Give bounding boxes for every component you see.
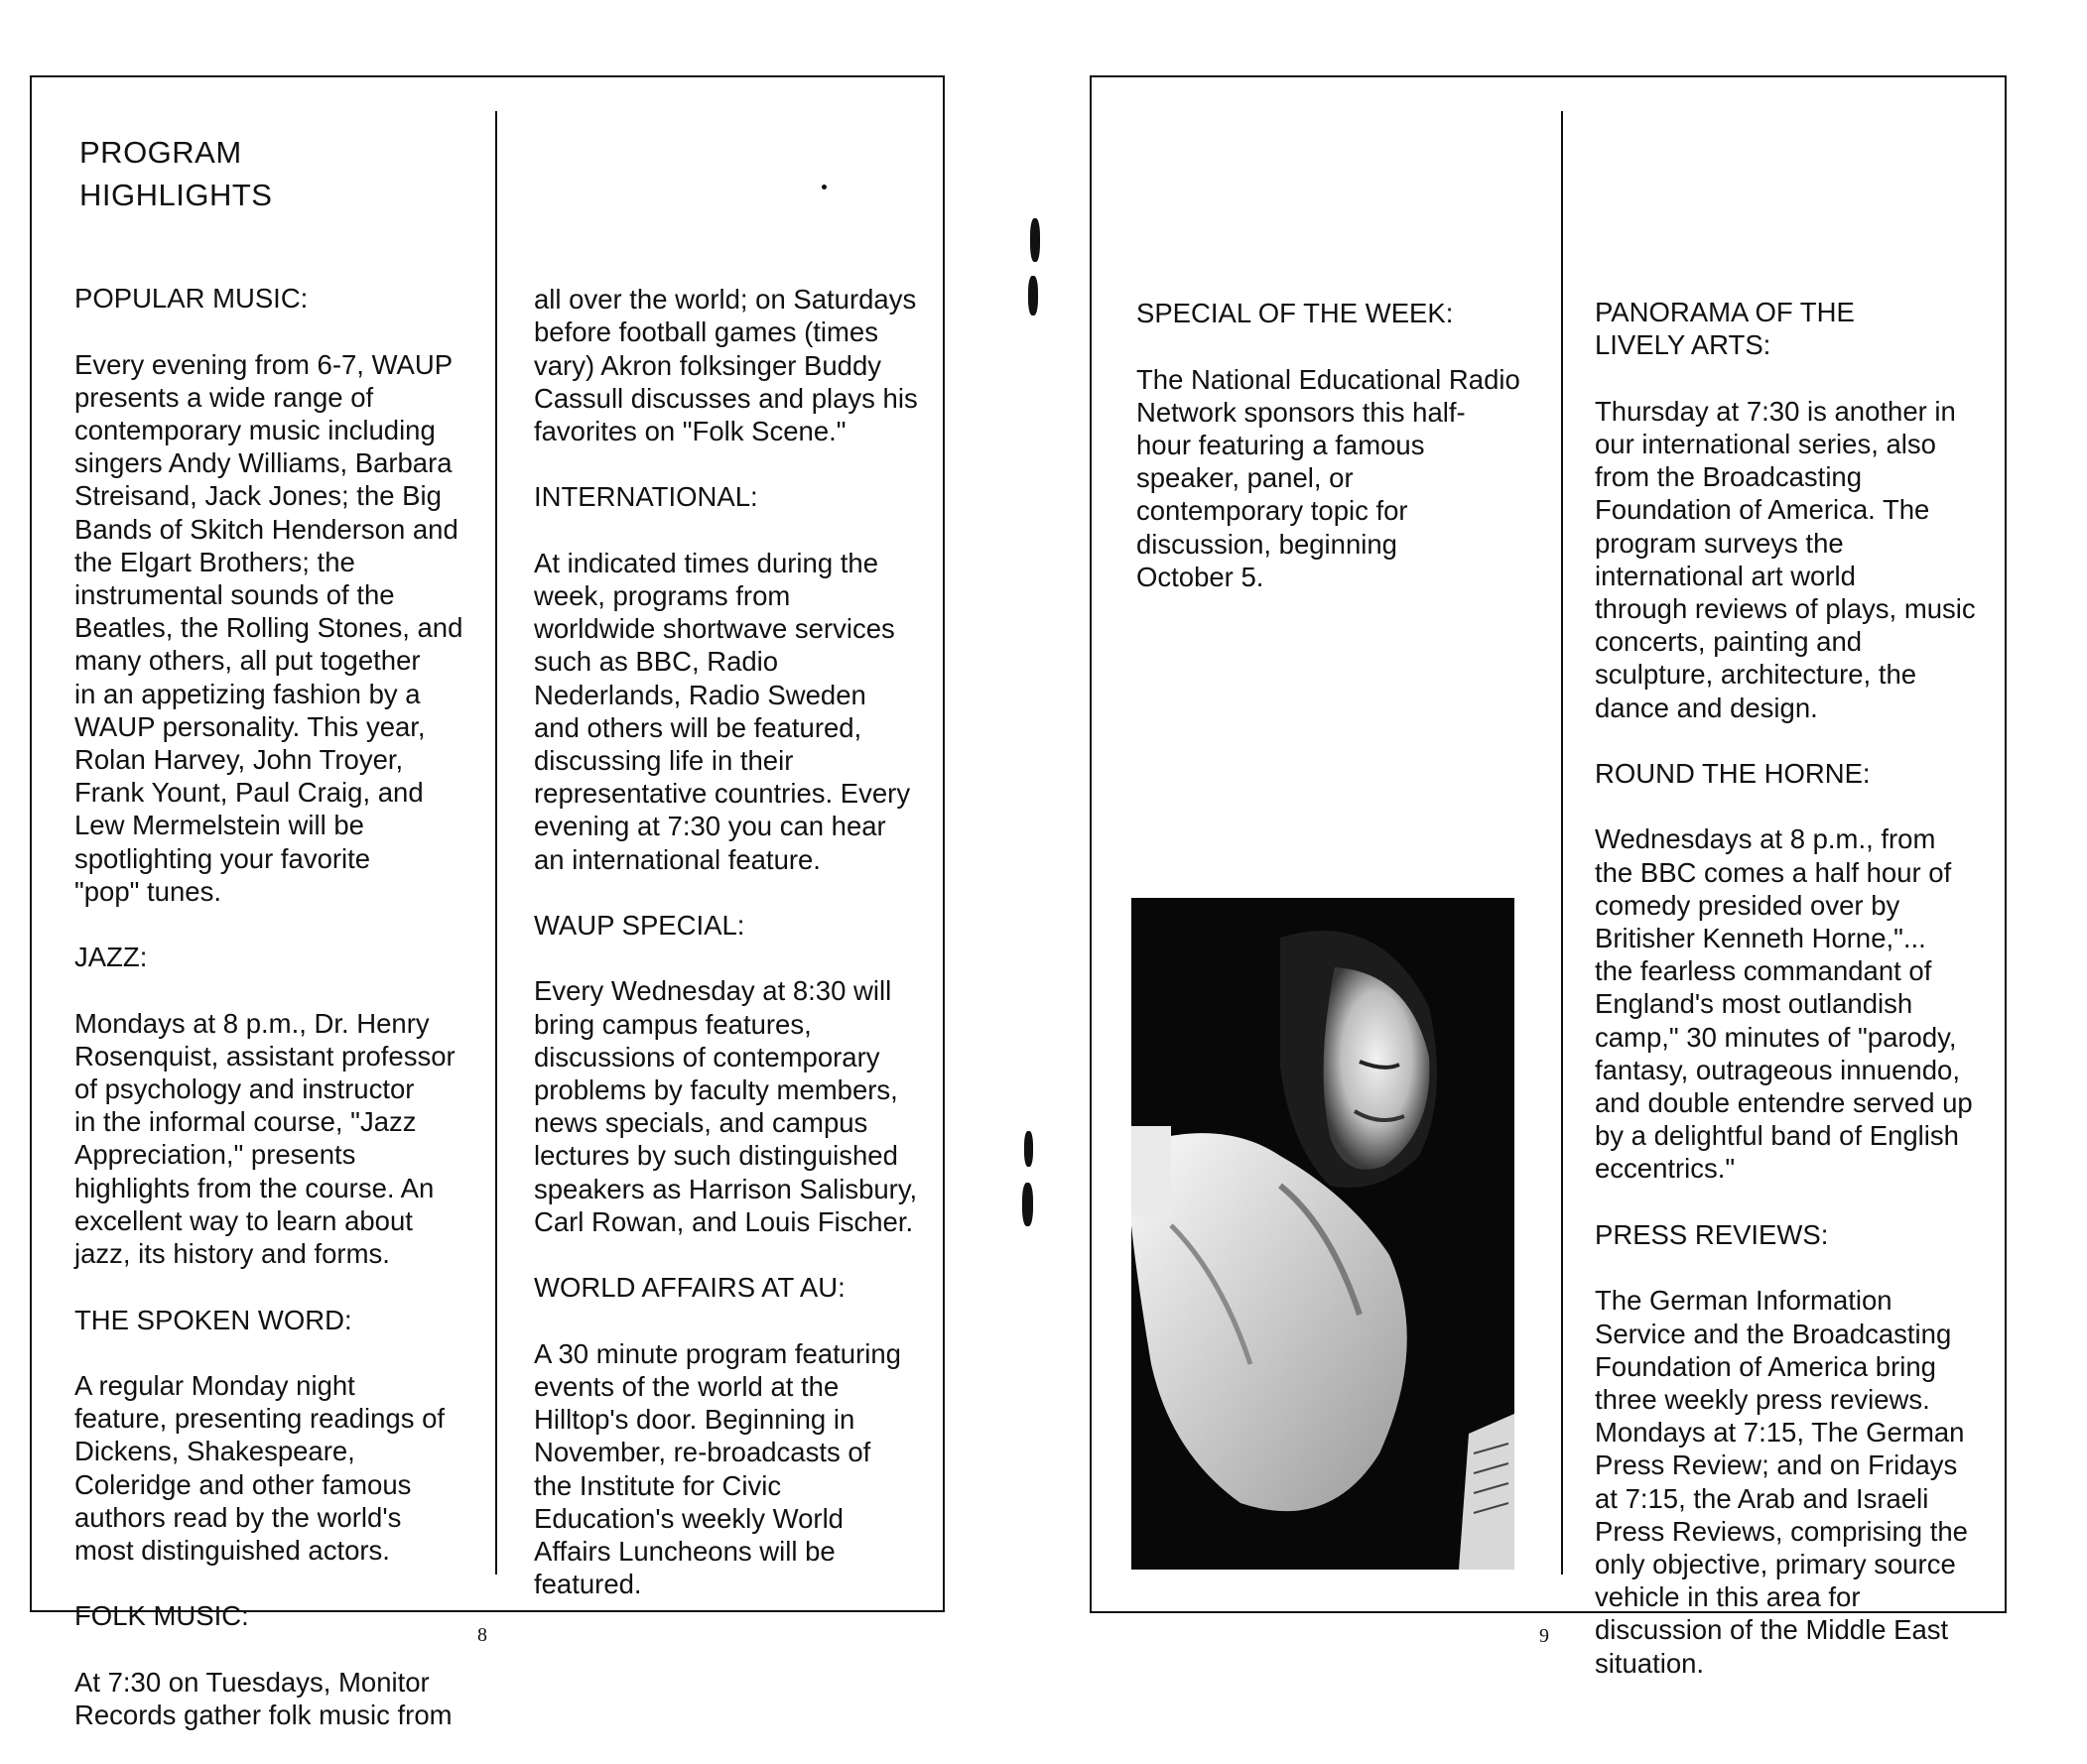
section-heading: ROUND THE HORNE: [1595, 758, 1871, 790]
right-page-column-1 [1136, 264, 1548, 626]
section-body: Mondays at 8 p.m., Dr. Henry Rosenquist, assistant professor of psychology and instructor in the informal course, "Jazz Appreciation," presents highlights from the course. An excellent way to learn about jazz, its history and forms. [74, 1007, 456, 1270]
section-body: The German Information Service and the Broadcasting Foundation of America bring three weekly press reviews. Mondays at 7:15, The German Press Review; and on Fridays at 7:15, the Arab and Israeli Press Reviews, comprising the only objective, primary source vehicle in this area for discussion of the Middle East situation. [1595, 1285, 1968, 1679]
right-page-column-2 [1595, 263, 2002, 1712]
right-page-column-divider [1561, 111, 1563, 1575]
section-heading: JAZZ: [74, 942, 148, 973]
page-number: 9 [1539, 1625, 1549, 1647]
section-body: A regular Monday night feature, presenting readings of Dickens, Shakespeare, Coleridge and other famous authors read by the world's most distinguished actors. [74, 1369, 446, 1566]
binding-mark [1022, 1183, 1033, 1226]
section-body: Thursday at 7:30 is another in our international series, also from the Broadcasting Foundation of America. The program surveys the international art world through reviews of plays, music concerts, painting and sculpture, architecture, the dance and design. [1595, 395, 1976, 723]
left-page-column-2 [534, 250, 941, 1634]
section-body: At indicated times during the week, programs from worldwide shortwave services such as BBC, Radio Nederlands, Radio Sweden and others will be featured, discussing life in their representative countries. Every evening at 7:30 you can hear an international feature. [534, 547, 911, 875]
section-heading: WORLD AFFAIRS AT AU: [534, 1272, 846, 1304]
portrait-photo-image [1131, 898, 1514, 1570]
section-heading: FOLK MUSIC: [74, 1600, 249, 1632]
section-body: The National Educational Radio Network sponsors this half- hour featuring a famous speaker, panel, or contemporary topic for discussion, beginning October 5. [1136, 363, 1520, 592]
page-number: 8 [477, 1624, 487, 1646]
section-body: Wednesdays at 8 p.m., from the BBC comes a half hour of comedy presided over by Britisher Kenneth Horne,"... the fearless commandant of England's most outlandish camp," 30 minutes of "parody, fantasy, outrageous innuendo, and double entendre served up by a delightful band of English eccentrics." [1595, 823, 1973, 1185]
section-body: all over the world; on Saturdays before football games (times vary) Akron folksinger Buddy Cassull discusses and plays his favorites on "Folk Scene." [534, 284, 918, 447]
section-heading: THE SPOKEN WORD: [74, 1304, 352, 1335]
binding-mark [1030, 218, 1040, 262]
left-page-column-divider [495, 111, 497, 1575]
section-heading: POPULAR MUSIC: [74, 283, 309, 315]
section-body: A 30 minute program featuring events of the world at the Hilltop's door. Beginning in November, re-broadcasts of the Institute for Civic Education's weekly World Affairs Luncheons will be featured. [534, 1337, 901, 1600]
section-heading: PANORAMA OF THE LIVELY ARTS: [1595, 297, 1855, 361]
section-body: Every evening from 6-7, WAUP presents a wide range of contemporary music including singers Andy Williams, Barbara Streisand, Jack Jones; the Big Bands of Skitch Henderson and the Elgart Brothers; the instrumental sounds of the Beatles, the Rolling Stones, and many others, all put together in an appetizing fashion by a WAUP personality. This year, Rolan Harvey, John Troyer, Frank Yount, Paul Craig, and Lew Mermelstein will be spotlighting your favorite "pop" tunes. [74, 348, 463, 907]
left-page-column-1 [74, 249, 481, 1764]
section-body: At 7:30 on Tuesdays, Monitor Records gather folk music from [74, 1666, 453, 1730]
portrait-photo [1131, 898, 1514, 1570]
binding-mark [1028, 276, 1038, 315]
section-body: Every Wednesday at 8:30 will bring campus features, discussions of contemporary problems by faculty members, news specials, and campus lectures by such distinguished speakers as Harrison Salisbury, Carl Rowan, and Louis Fischer. [534, 975, 918, 1237]
page-title: PROGRAM HIGHLIGHTS [79, 135, 273, 212]
section-heading: INTERNATIONAL: [534, 481, 758, 513]
binding-mark [1024, 1131, 1033, 1167]
speck [822, 185, 827, 189]
section-heading: SPECIAL OF THE WEEK: [1136, 298, 1454, 329]
section-heading: PRESS REVIEWS: [1595, 1218, 1829, 1250]
section-heading: WAUP SPECIAL: [534, 910, 745, 942]
